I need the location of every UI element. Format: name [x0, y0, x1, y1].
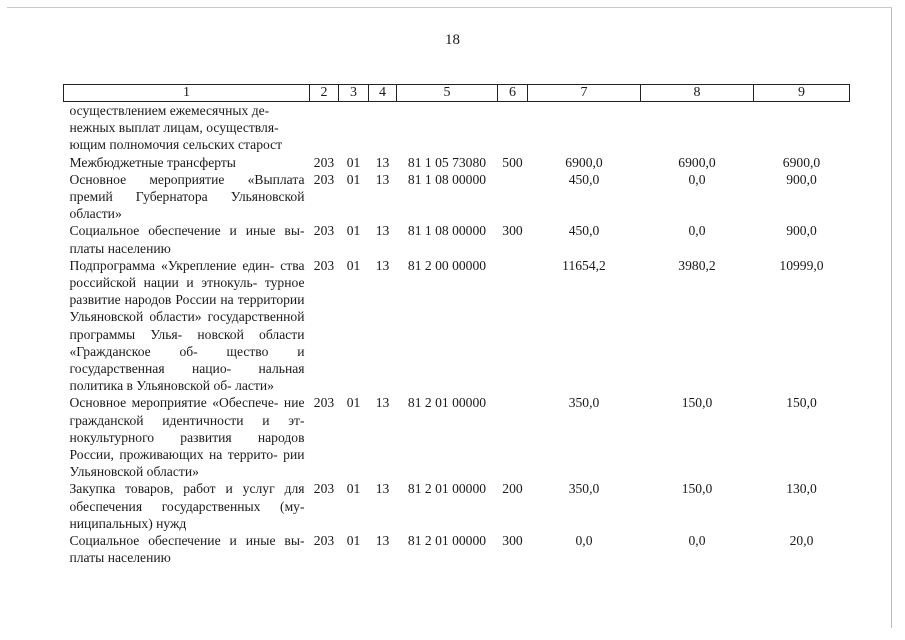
row-code-3: 01 [346, 533, 361, 549]
row-code-4: 13 [375, 257, 390, 273]
row-description: Межбюджетные трансферты [69, 154, 236, 170]
row-code-6 [498, 257, 528, 395]
row-description: Подпрограмма «Укрепление един- ства российской нации и этнокуль- турное развитие народов России на территории Ульяновской области» государственной программы Улья- новской области «Гражданское об- щество и государственная нацио- нальная политика в Ульяновской об- ласти» [69, 257, 305, 394]
header-col-8: 8 [641, 85, 754, 102]
header-row [64, 85, 850, 102]
header-col-6: 6 [498, 85, 528, 102]
row-description: Социальное обеспечение и иные вы- платы населению [69, 533, 305, 566]
row-code-5: 81 2 01 00000 [407, 395, 487, 411]
row-description: осуществлением ежемесячных де- нежных выплат лицам, осуществля- ющим полномочия сельских старост [69, 103, 283, 153]
row-code-5 [397, 102, 498, 154]
row-amount-9 [754, 102, 850, 154]
table-row [64, 222, 850, 256]
row-amount-9: 6900,0 [782, 154, 821, 170]
budget-table [63, 84, 850, 566]
header-col-4: 4 [369, 85, 397, 102]
row-amount-9: 20,0 [789, 533, 814, 549]
row-code-2: 203 [313, 533, 335, 549]
row-amount-9: 130,0 [786, 481, 817, 497]
row-amount-7: 0,0 [575, 533, 593, 549]
row-amount-8: 150,0 [681, 481, 713, 497]
row-code-6 [498, 102, 528, 154]
row-code-6: 500 [502, 154, 523, 170]
row-amount-9: 900,0 [786, 223, 817, 239]
row-amount-8: 0,0 [688, 533, 706, 549]
row-amount-7: 6900,0 [565, 154, 603, 170]
row-code-3: 01 [346, 257, 361, 273]
row-code-3: 01 [346, 171, 361, 187]
row-code-5: 81 2 01 00000 [407, 533, 487, 549]
row-amount-8: 150,0 [681, 395, 713, 411]
row-code-3: 01 [346, 481, 361, 497]
row-code-3: 01 [346, 154, 361, 170]
row-code-4: 13 [375, 154, 390, 170]
table-row [64, 171, 850, 223]
row-description: Социальное обеспечение и иные вы- платы населению [69, 223, 305, 256]
row-code-5: 81 2 00 00000 [407, 257, 487, 273]
row-code-4 [369, 102, 397, 154]
row-code-2: 203 [313, 257, 335, 273]
row-amount-8: 3980,2 [678, 257, 716, 273]
table-row [64, 394, 850, 480]
header-col-2: 2 [310, 85, 339, 102]
table-row [64, 154, 850, 171]
row-amount-7: 350,0 [568, 481, 600, 497]
row-code-4: 13 [375, 223, 390, 239]
row-amount-7 [528, 102, 641, 154]
page-number: 18 [445, 32, 460, 48]
row-code-6 [498, 394, 528, 480]
header-col-1: 1 [64, 85, 310, 102]
row-amount-8: 0,0 [688, 223, 706, 239]
row-code-5: 81 1 05 73080 [407, 154, 487, 170]
header-col-7: 7 [528, 85, 641, 102]
row-amount-9: 10999,0 [779, 257, 824, 273]
row-amount-8: 6900,0 [678, 154, 716, 170]
row-code-2 [310, 102, 339, 154]
row-description: Закупка товаров, работ и услуг для обеспечения государственных (му- ниципальных) нужд [69, 481, 305, 531]
row-code-3: 01 [346, 223, 361, 239]
row-code-6 [498, 171, 528, 223]
header-col-3: 3 [339, 85, 369, 102]
table-row [64, 480, 850, 532]
row-code-6: 300 [502, 533, 523, 549]
row-code-4: 13 [375, 395, 390, 411]
row-code-4: 13 [375, 481, 390, 497]
header-col-9: 9 [754, 85, 850, 102]
header-col-5: 5 [397, 85, 498, 102]
row-code-3: 01 [346, 395, 361, 411]
row-code-2: 203 [313, 395, 335, 411]
row-amount-7: 11654,2 [562, 257, 606, 273]
row-amount-8: 0,0 [688, 171, 706, 187]
row-amount-8 [641, 102, 754, 154]
row-amount-7: 450,0 [568, 223, 600, 239]
row-code-4: 13 [375, 533, 390, 549]
row-amount-7: 450,0 [568, 171, 600, 187]
row-description: Основное мероприятие «Выплата премий Губернатора Ульяновской области» [69, 171, 305, 222]
row-code-5: 81 1 08 00000 [407, 223, 487, 239]
row-code-5: 81 2 01 00000 [407, 481, 487, 497]
table-row [64, 257, 850, 395]
row-code-6: 300 [502, 223, 523, 239]
row-code-4: 13 [375, 171, 390, 187]
row-code-2: 203 [313, 223, 335, 239]
row-amount-9: 900,0 [786, 171, 817, 187]
row-amount-7: 350,0 [568, 395, 600, 411]
row-code-5: 81 1 08 00000 [407, 171, 487, 187]
table-row [64, 532, 850, 566]
row-code-6: 200 [502, 481, 523, 497]
row-description: Основное мероприятие «Обеспече- ние гражданской идентичности и эт- нокультурного развития народов России, проживающих на террито- рии Ульяновской области» [69, 395, 305, 480]
table-row [64, 102, 850, 154]
row-amount-9: 150,0 [786, 395, 817, 411]
row-code-2: 203 [313, 154, 335, 170]
row-code-3 [339, 102, 369, 154]
row-code-2: 203 [313, 171, 335, 187]
row-code-2: 203 [313, 481, 335, 497]
